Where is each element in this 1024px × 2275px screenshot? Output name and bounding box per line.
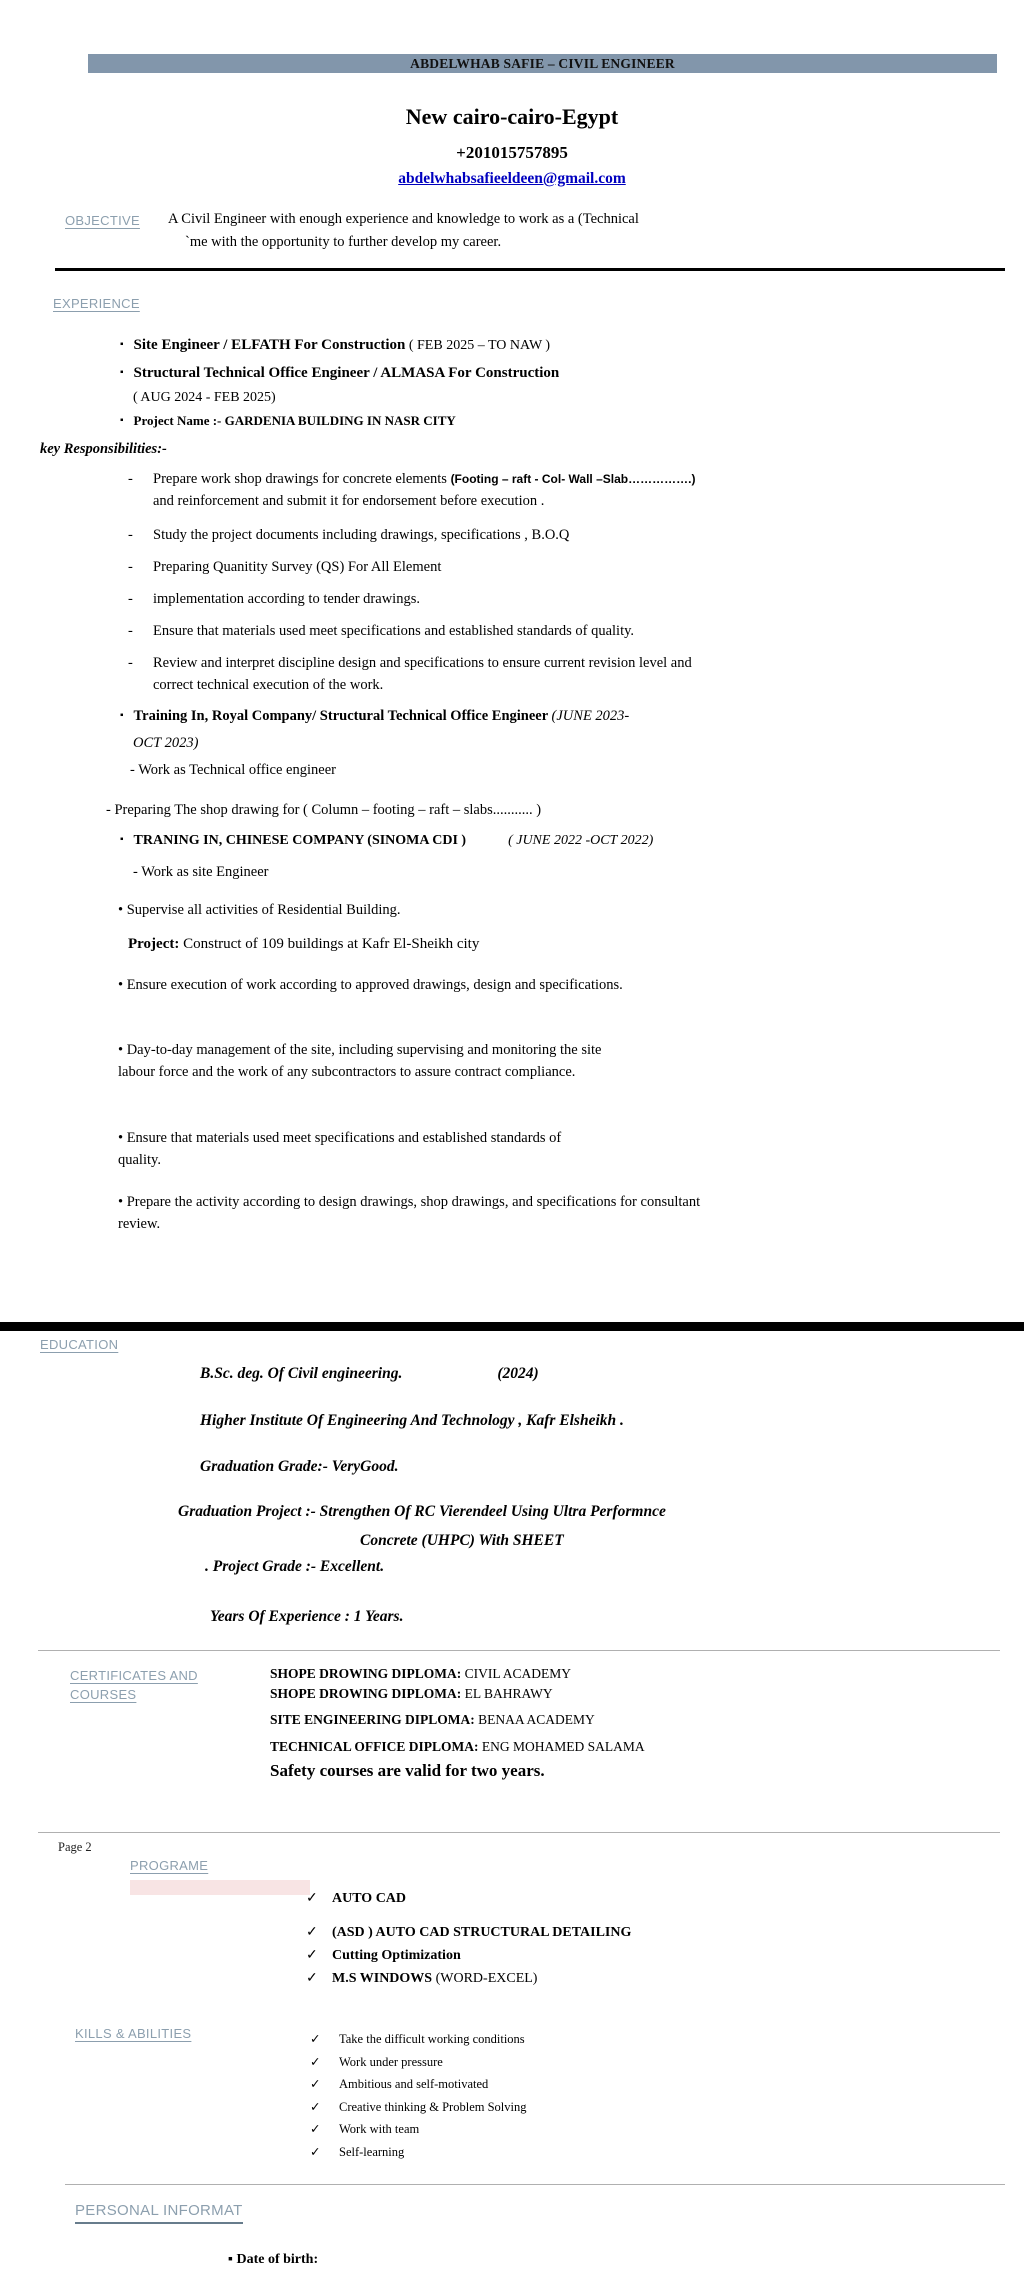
square-bullet-icon: ▪ xyxy=(120,367,124,378)
training-dates-line2: OCT 2023) xyxy=(133,735,199,751)
check-icon: ✓ xyxy=(306,1925,318,1940)
training-title: Training In, Royal Company/ Structural Technical Office Engineer xyxy=(133,708,552,724)
training-entry-sinoma xyxy=(120,833,653,849)
dash-bullet-icon: - xyxy=(128,623,133,639)
list-item xyxy=(128,556,706,578)
thick-divider xyxy=(0,1322,1024,1331)
check-icon: ✓ xyxy=(306,1891,318,1906)
responsibility-run: and reinforcement and submit it for endorsement before execution . xyxy=(153,493,545,509)
check-icon: ✓ xyxy=(310,2099,321,2114)
check-icon: ✓ xyxy=(306,1971,318,1986)
graduation-project-line1: Graduation Project :- Strengthen Of RC Vierendeel Using Ultra Performnce xyxy=(178,1503,666,1520)
program-bold: M.S WINDOWS xyxy=(332,1971,433,1986)
location-text: New cairo-cairo-Egypt xyxy=(405,104,619,129)
certificate-title: SHOPE DROWING DIPLOMA: xyxy=(270,1666,462,1681)
dash-bullet-icon: - xyxy=(128,471,133,487)
certificate-value: EL BAHRAWY xyxy=(461,1686,553,1701)
degree-year: (2024) xyxy=(497,1365,539,1382)
certificate-title: SITE ENGINEERING DIPLOMA: xyxy=(270,1712,475,1727)
program-normal: (WORD-EXCEL) xyxy=(432,1971,538,1986)
skill-text: Take the difficult working conditions xyxy=(339,2032,525,2046)
list-item xyxy=(128,652,706,696)
programs-section-label: PROGRAME xyxy=(130,1858,209,1873)
dash-bullet-icon: - xyxy=(128,559,133,575)
training-subline: - Work as site Engineer xyxy=(133,864,269,880)
site-bullet-text: Ensure execution of work according to approved drawings, design and specifications. xyxy=(123,977,623,993)
skills-section-label: KILLS & ABILITIES xyxy=(75,2026,192,2041)
phone-number: +201015757895 xyxy=(456,143,568,162)
training-entry-royal xyxy=(120,708,629,725)
email-row xyxy=(0,170,1024,188)
job-dates: ( AUG 2024 - FEB 2025) xyxy=(133,390,276,405)
education-section-label: EDUCATION xyxy=(40,1337,119,1352)
skill-item xyxy=(310,2029,527,2050)
skill-item xyxy=(310,2052,527,2073)
training-dates: ( JUNE 2022 -OCT 2022) xyxy=(508,833,654,848)
square-bullet-icon: ▪ xyxy=(120,339,124,350)
check-icon: ✓ xyxy=(310,2054,321,2069)
responsibility-text: Ensure that materials used meet specifications and established standards of quality. xyxy=(153,623,635,639)
certificate-value: CIVIL ACADEMY xyxy=(461,1666,572,1681)
list-item xyxy=(128,468,706,512)
certificate-title: SHOPE DROWING DIPLOMA: xyxy=(270,1686,462,1701)
dot-bullet-icon: • xyxy=(118,1042,124,1058)
project-name-text: Project Name :- GARDENIA BUILDING IN NASR CITY xyxy=(133,413,456,428)
site-bullet xyxy=(118,974,638,996)
dot-bullet-icon: • xyxy=(118,977,124,993)
dash-bullet-icon: - xyxy=(128,527,133,543)
personal-section-label: PERSONAL INFORMAT xyxy=(75,2202,243,2224)
training-subline: - Work as Technical office engineer xyxy=(130,762,336,778)
programs-list xyxy=(306,1888,631,1990)
objective-text-line1: A Civil Engineer with enough experience and knowledge to work as a (Technical xyxy=(168,211,639,227)
responsibility-text: implementation according to tender drawings. xyxy=(153,591,420,607)
years-experience-line: Years Of Experience : 1 Years. xyxy=(210,1608,404,1625)
responsibility-bold-run: (Footing – raft - Col- Wall –Slab…………….) xyxy=(450,472,696,486)
responsibility-text: Review and interpret discipline design and specifications to ensure current revision level and correct technical execution of the work. xyxy=(153,655,692,693)
email-link[interactable]: abdelwhabsafieeldeen@gmail.com xyxy=(398,170,626,187)
dash-bullet-icon: - xyxy=(128,655,133,671)
square-bullet-icon: ▪ xyxy=(120,834,124,845)
dash-bullet-icon: - xyxy=(128,591,133,607)
program-text xyxy=(332,1888,406,1910)
program-text xyxy=(332,1968,537,1990)
certificate-title: TECHNICAL OFFICE DIPLOMA: xyxy=(270,1739,479,1754)
check-icon: ✓ xyxy=(310,2032,321,2046)
experience-section-label: EXPERIENCE xyxy=(53,296,140,311)
date-of-birth-label: ▪ Date of birth: xyxy=(228,2252,319,2267)
dot-bullet-icon: • xyxy=(118,1130,124,1146)
thin-divider xyxy=(38,1832,1000,1833)
program-item xyxy=(306,1888,631,1910)
check-icon: ✓ xyxy=(310,2144,321,2159)
project-grade-line: . Project Grade :- Excellent. xyxy=(205,1558,385,1575)
skill-item xyxy=(310,2119,527,2140)
degree-line xyxy=(200,1365,539,1383)
skill-item xyxy=(310,2142,527,2163)
responsibility-text xyxy=(153,468,706,512)
project-label: Project: xyxy=(128,936,180,952)
responsibilities-list xyxy=(128,468,706,706)
check-icon: ✓ xyxy=(310,2122,321,2136)
program-text xyxy=(332,1922,631,1944)
responsibility-text: Study the project documents including drawings, specifications , B.O.Q xyxy=(153,527,570,543)
key-responsibilities-label: key Responsibilities:- xyxy=(40,441,167,457)
site-bullet-text: Prepare the activity according to design drawings, shop drawings, and specifications for consultant review. xyxy=(118,1194,701,1232)
program-text xyxy=(332,1945,461,1967)
program-item xyxy=(306,1968,631,1990)
project-line xyxy=(128,936,479,953)
training-dates: (JUNE 2023- xyxy=(551,708,630,724)
certificate-item xyxy=(270,1737,645,1757)
skill-text: Ambitious and self-motivated xyxy=(339,2077,489,2091)
highlight-mark xyxy=(130,1880,310,1895)
job-title: Structural Technical Office Engineer / ALMASA For Construction xyxy=(133,365,560,381)
program-bold: AUTO CAD xyxy=(332,1891,407,1906)
certificates-section-label xyxy=(70,1666,198,1704)
job-entry-elfath xyxy=(120,337,550,354)
skill-text: Work under pressure xyxy=(339,2054,443,2069)
certificate-item xyxy=(270,1684,645,1704)
job-dates: ( FEB 2025 – TO NAW ) xyxy=(405,338,551,353)
certificate-item xyxy=(270,1664,645,1684)
dot-bullet-icon: • xyxy=(118,1194,124,1210)
site-bullet xyxy=(118,1039,633,1083)
name-banner xyxy=(88,54,997,73)
site-bullet xyxy=(118,1127,593,1171)
check-icon: ✓ xyxy=(306,1948,318,1963)
skills-list xyxy=(310,2029,527,2164)
program-bold: (ASD ) AUTO CAD STRUCTURAL DETAILING xyxy=(332,1925,632,1940)
certificate-value: ENG MOHAMED SALAMA xyxy=(478,1739,645,1754)
project-text: Construct of 109 buildings at Kafr El-Sheikh city xyxy=(179,936,480,952)
safety-note: Safety courses are valid for two years. xyxy=(270,1761,545,1780)
degree-text: B.Sc. deg. Of Civil engineering. xyxy=(200,1365,403,1382)
thin-divider xyxy=(65,2184,1005,2185)
square-bullet-icon: ▪ xyxy=(120,415,124,426)
dot-bullet-icon: • xyxy=(118,902,124,918)
list-item xyxy=(128,620,706,642)
shop-drawing-line: - Preparing The shop drawing for ( Column – footing – raft – slabs........... ) xyxy=(106,802,542,818)
training-title: TRANING IN, CHINESE COMPANY (SINOMA CDI ) xyxy=(133,833,467,848)
skill-item xyxy=(310,2097,527,2118)
site-bullet xyxy=(118,1191,713,1235)
graduation-grade-line: Graduation Grade:- VeryGood. xyxy=(200,1458,399,1475)
list-item xyxy=(128,588,706,610)
site-bullet-text: Supervise all activities of Residential Building. xyxy=(123,902,401,918)
candidate-name-title: ABDELWHAB SAFIE – CIVIL ENGINEER xyxy=(410,55,675,71)
certificates-label-line2: COURSES xyxy=(70,1687,137,1702)
graduation-project-line2: Concrete (UHPC) With SHEET xyxy=(360,1532,564,1549)
skill-text: Creative thinking & Problem Solving xyxy=(339,2099,527,2114)
skill-item xyxy=(310,2074,527,2095)
certificate-item xyxy=(270,1710,645,1730)
project-name-line xyxy=(120,413,456,429)
check-icon: ✓ xyxy=(310,2077,321,2091)
job-title: Site Engineer / ELFATH For Construction xyxy=(133,337,406,353)
objective-section-label: OBJECTIVE xyxy=(65,213,140,228)
program-item xyxy=(306,1945,631,1967)
program-bold: Cutting Optimization xyxy=(332,1948,461,1963)
objective-text-line2: `me with the opportunity to further develop my career. xyxy=(185,234,502,250)
skill-text: Work with team xyxy=(339,2122,420,2136)
job-entry-almasa xyxy=(120,365,559,382)
section-divider xyxy=(55,268,1005,271)
certificates-label-line1: CERTIFICATES AND xyxy=(70,1668,198,1683)
responsibility-text: Preparing Quanitity Survey (QS) For All Element xyxy=(153,559,442,575)
page-number: Page 2 xyxy=(58,1840,92,1854)
responsibility-run: Prepare work shop drawings for concrete elements xyxy=(153,471,451,487)
certificate-value: BENAA ACADEMY xyxy=(474,1712,595,1727)
site-bullet-text: Day-to-day management of the site, including supervising and monitoring the site labour force and the work of any subcontractors to assure contract compliance. xyxy=(118,1042,602,1080)
certificates-list xyxy=(270,1664,645,1781)
site-bullet xyxy=(118,899,401,921)
thin-divider xyxy=(38,1650,1000,1651)
square-bullet-icon: ▪ xyxy=(120,710,124,721)
program-item xyxy=(306,1922,631,1944)
list-item xyxy=(128,524,706,546)
skill-text: Self-learning xyxy=(339,2144,405,2159)
institute-line: Higher Institute Of Engineering And Technology , Kafr Elsheikh . xyxy=(200,1412,624,1429)
site-bullet-text: Ensure that materials used meet specifications and established standards of quality. xyxy=(118,1130,562,1168)
